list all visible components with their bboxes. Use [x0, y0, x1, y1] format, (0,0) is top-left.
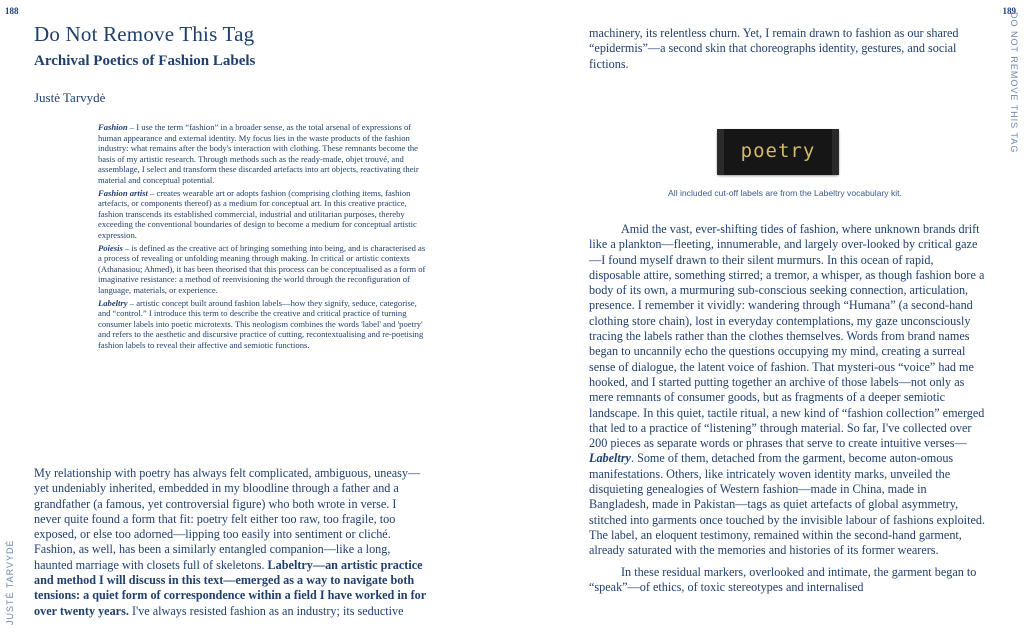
running-head-left: JUSTĖ TARVYDĖ [5, 539, 15, 625]
body-text: Amid the vast, ever-shifting tides of fashion, where unknown brands drift like a plankton—fleeting, innumerable, and largely over-looked by critical gaze—I found myself drawn to their silent murmurs. In this ocean of rapid, disposable attire, something stirred; a tremor, a whisper, as though fashion bore a body of its own, a murmuring sub-conscious seeking connection, articulation, presence. I remember it vividly: wandering through “Humana” (a second-hand clothing store chain), lost in everyday contemplations, my gaze unconsciously tracing the labels rather than the clothes themselves. Words from brand names began to uncannily echo the questions occupying my mind, creating a surreal sense of dialogue, the latent voice of fashion. That mysteri-ous “voice” had me hooked, and I started putting together an archive of those labels—not only as mere remnants of consumer goods, but as fragments of a deeper semiotic landscape. In this quiet, tactile ritual, a new kind of “fashion collection” emerged that led to a practice of “listening” through material. So far, I've collected over 200 pieces as separate words or phrases that serve to create intuitive verses— [589, 222, 985, 451]
glossary-term: Fashion artist [98, 187, 148, 198]
article-title: Do Not Remove This Tag [34, 22, 255, 46]
image-caption: All included cut-off labels are from the Labeltry vocabulary kit. [668, 188, 902, 198]
right-top-text: machinery, its relentless churn. Yet, I remain drawn to fashion as our shared “epidermis”—a second skin that choreographs identity, gestures, and social fictions. [589, 26, 959, 71]
body-text: I've always resisted fashion as an industry; its seductive [128, 603, 404, 618]
body-text: In these residual markers, overlooked and intimate, the garment began to “speak”—of ethics, of toxic stereotypes and internalised [589, 564, 977, 594]
body-text: My relationship with poetry has always felt complicated, ambiguous, uneasy—yet undeniably inherited, embedded in my bloodline through a father and a grandfather (a famous, yet controversial figure) who both wrote in verse. I never quite found a form that fit: poetry felt either too raw, too fragile, too exposed, or else too adorned—lipping too easily into sentiment or cliché. Fashion, as well, has been a similarly entangled companion—like a long, haunted marriage with closets full of skeletons. [34, 466, 421, 572]
poetry-label-image [717, 129, 839, 175]
page-number-left: 188 [5, 6, 19, 16]
glossary-term: Labeltry [98, 297, 128, 308]
body-text: . Some of them, detached from the garment, become auton-omous manifestations. Others, like intricately woven identity marks, unveiled the disquieting genealogies of Western fashion—made in China, made in Bangladesh, made in Pakistan—tags as quiet artefacts of global asymmetry, stitched into garments once touched by the invisible labour of fashions exploited. The label, an eloquent testimony, remained within the second-hand garment, already saturated with the memories and histories of its former wearers. [589, 451, 986, 558]
author-name: Justė Tarvydė [34, 90, 106, 105]
glossary-definition: – I use the term “fashion” in a broader sense, as the total arsenal of expressions of human appearance and external identity. My focus lies in the waste products of the fashion industry: what remains after the body's interaction with clothing. These remnants become the basis of my artistic research. Through methods such as the ready-made, objet trouvé, and assemblage, I select and transform these discarded artefacts into art objects, reactivating their material and conceptual potential. [98, 122, 419, 185]
glossary-definition: – creates wearable art or adopts fashion (comprising clothing items, fashion artefacts, or components thereof) as a medium for conceptual art. In this creative practice, fashion transcends its established commercial, industrial and utilitarian purposes, thereby exceeding the conventional boundaries of design to become a medium for conceptual artistic expression. [98, 187, 417, 240]
glossary-term: Fashion [98, 122, 128, 132]
glossary-term: Poiesis [98, 242, 123, 253]
running-head-right: DO NOT REMOVE THIS TAG [1009, 12, 1019, 154]
glossary-entry [98, 188, 428, 241]
term-labeltry: Labeltry [589, 451, 631, 466]
glossary-definition: – is defined as the creative act of bringing something into being, and is characterised as a process of revealing or unfolding meaning through making. In critical or artistic contexts (Athanasiou; Ahmed), it has been theorised that this process can be conceptualised as a form of imaginative resistance: a method of reenvisioning the world through the reconfiguration of language, materials, or experience. [98, 242, 426, 295]
glossary-definition: – artistic concept built around fashion labels—how they signify, seduce, categorise, and “control.” I introduce this term to describe the creative and critical practice of turning consumer labels into poetic microtexts. This neologism combines the words 'label' and 'poetry' and refers to the aesthetic and discursive practice of cutting, recontextualising and re-poetising fashion labels to reveal their affective and semiotic functions. [98, 297, 424, 350]
glossary-entry [98, 122, 428, 185]
emphasized-text: Labeltry—an artistic practice and method I will discuss in this text—emerged as a way to navigate both tensions: a quiet form of correspondence within a field I have worked in for over twenty years. [34, 557, 426, 618]
paragraph [589, 222, 986, 559]
glossary-entry [98, 298, 428, 351]
right-body-text [589, 222, 986, 601]
label-word: poetry [740, 140, 816, 162]
glossary-entry [98, 243, 428, 296]
article-subtitle: Archival Poetics of Fashion Labels [34, 53, 256, 69]
page-number-right: 189 [1002, 6, 1016, 16]
glossary [98, 122, 428, 353]
left-body-text [34, 466, 426, 619]
paragraph [589, 565, 986, 596]
